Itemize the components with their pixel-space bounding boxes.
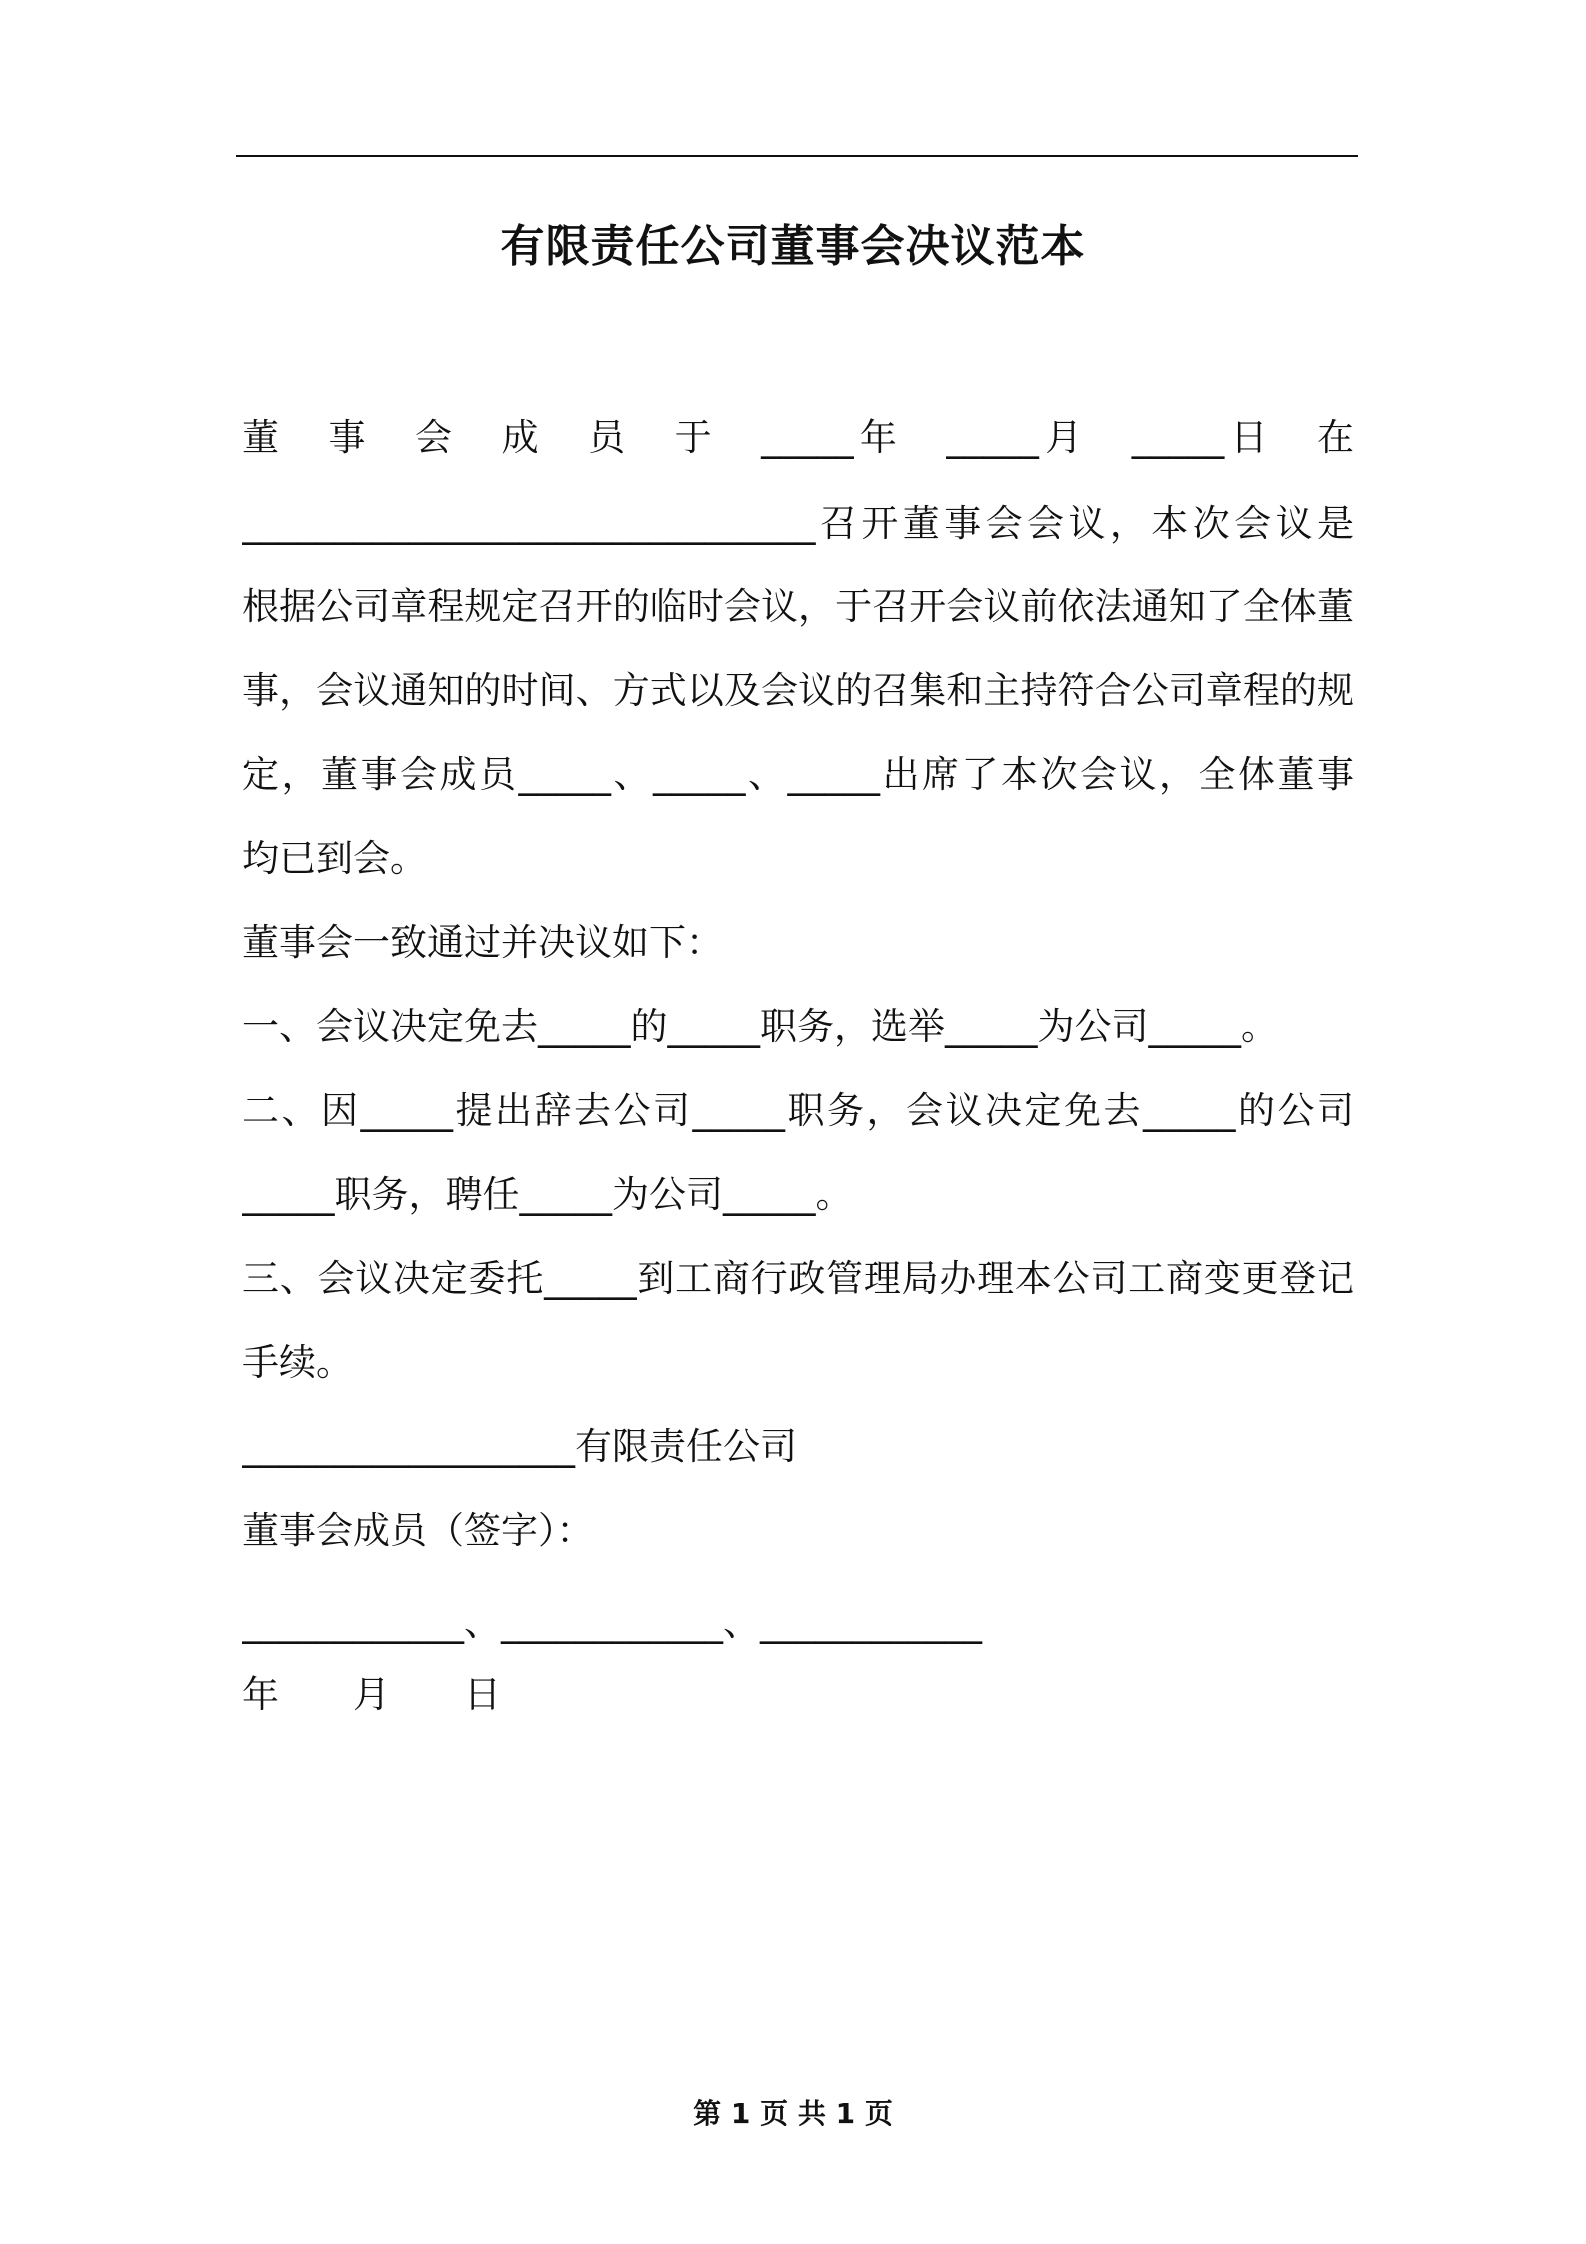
paragraph-line-4: 事，会议通知的时间、方式以及会议的召集和主持符合公司章程的规 [242,669,1354,712]
document-title: 有限责任公司董事会决议范本 [500,221,1086,272]
company-name-line: __________________有限责任公司 [242,1425,797,1468]
resolution-item-1: 一、会议决定免去_____的_____职务，选举_____为公司_____。 [242,1005,1278,1048]
paragraph-line-5: 定，董事会成员_____、_____、_____出席了本次会议，全体董事 [242,753,1354,796]
page-number: 第 1 页 共 1 页 [693,2097,893,2130]
resolution-item-2-line-1: 二、因_____提出辞去公司_____职务，会议决定免去_____的公司 [242,1089,1354,1132]
paragraph-line-3: 根据公司章程规定召开的临时会议，于召开会议前依法通知了全体董 [242,585,1354,628]
resolution-item-3-line-2: 手续。 [242,1341,353,1384]
signature-blanks: ____________、____________、____________ [242,1601,982,1644]
signature-label: 董事会成员（签字）： [242,1509,594,1552]
paragraph-line-1: 董 事 会 成 员 于 _____年 _____月 _____日 在 [242,416,1354,459]
resolution-item-2-line-2: _____职务，聘任_____为公司_____。 [242,1173,853,1216]
date-line: 年 月 日 [242,1673,501,1716]
paragraph-line-2: _______________________________召开董事会会议，本次会议是 [242,502,1354,545]
resolution-intro: 董事会一致通过并决议如下： [242,921,723,964]
paragraph-line-6: 均已到会。 [242,837,427,880]
header-rule [236,155,1358,157]
resolution-item-3-line-1: 三、会议决定委托_____到工商行政管理局办理本公司工商变更登记 [242,1257,1354,1300]
